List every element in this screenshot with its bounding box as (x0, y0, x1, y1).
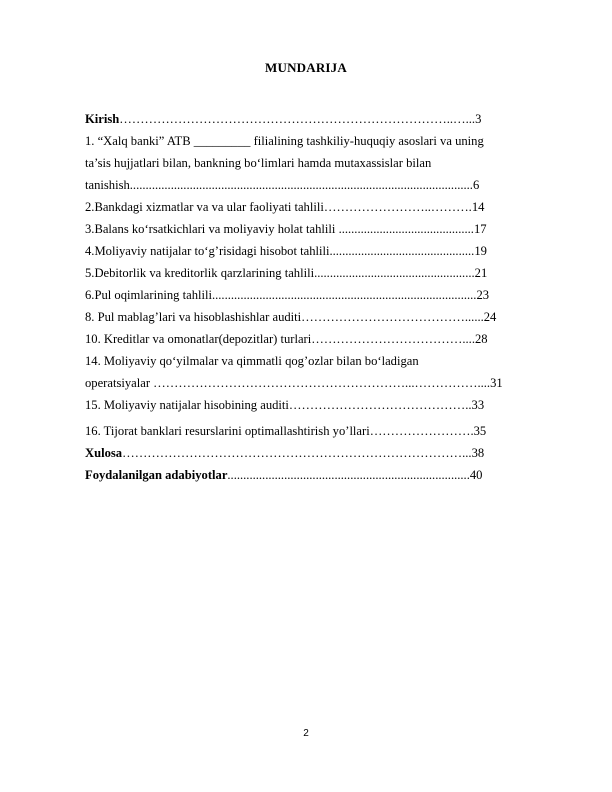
table-of-contents (85, 108, 530, 486)
toc-entry-14-line-2: operatsiyalar ……………………………………………………...……………....31 (85, 376, 503, 390)
page-number: 2 (303, 728, 309, 739)
toc-entry-8: 8. Pul mablag’lari va hisoblashishlar auditi…………………………………......24 (85, 310, 497, 324)
toc-entry-adabiyotlar (85, 464, 530, 486)
toc-entry-1-line-1: 1. “Xalq banki” ATB _________ filialining tashkiliy-huquqiy asoslari va uning (85, 134, 484, 148)
toc-entry-label: Xulosa (85, 446, 123, 460)
toc-entry-5: 5.Debitorlik va kreditorlik qarzlarining tahlili...................................................21 (85, 266, 488, 280)
toc-entry-1-line-2: ta’sis hujjatlari bilan, bankning bo‘limlari hamda mutaxassislar bilan (85, 156, 432, 170)
toc-entry-leader: ……………………………………………………………………..…...3 (119, 112, 482, 126)
toc-entry-16: 16. Tijorat banklari resurslarini optimallashtirish yo’llari…………………….35 (85, 424, 487, 438)
toc-entry-label: Foydalanilgan adabiyotlar (85, 468, 228, 482)
toc-entry-label: Kirish (85, 112, 120, 126)
toc-entry-3: 3.Balans ko‘rsatkichlari va moliyaviy holat tahlili ...........................................17 (85, 222, 487, 236)
toc-entry-14-line-1: 14. Moliyaviy qo‘yilmalar va qimmatli qog’ozlar bilan bo‘ladigan (85, 354, 419, 368)
toc-entry-6: 6.Pul oqimlarining tahlili....................................................................................23 (85, 288, 490, 302)
toc-entry-kirish (85, 108, 530, 130)
page-title: MUNDARIJA (265, 60, 347, 75)
toc-entry-10: 10. Kreditlar va omonatlar(depozitlar) turlari………………………………....28 (85, 332, 488, 346)
toc-entry-1-line-3: tanishish.............................................................................................................6 (85, 178, 480, 192)
toc-entry-leader: .............................................................................40 (227, 468, 483, 482)
toc-entry-15: 15. Moliyaviy natijalar hisobining auditi……………………………………..33 (85, 398, 485, 412)
toc-entry-leader: ………………………………………………………………………...38 (122, 446, 485, 460)
toc-entry-2: 2.Bankdagi xizmatlar va va ular faoliyati tahlili……………………..……….14 (85, 200, 485, 214)
toc-entry-xulosa (85, 442, 530, 464)
toc-entry-4: 4.Moliyaviy natijalar to‘g’risidagi hisobot tahlili..............................................19 (85, 244, 487, 258)
